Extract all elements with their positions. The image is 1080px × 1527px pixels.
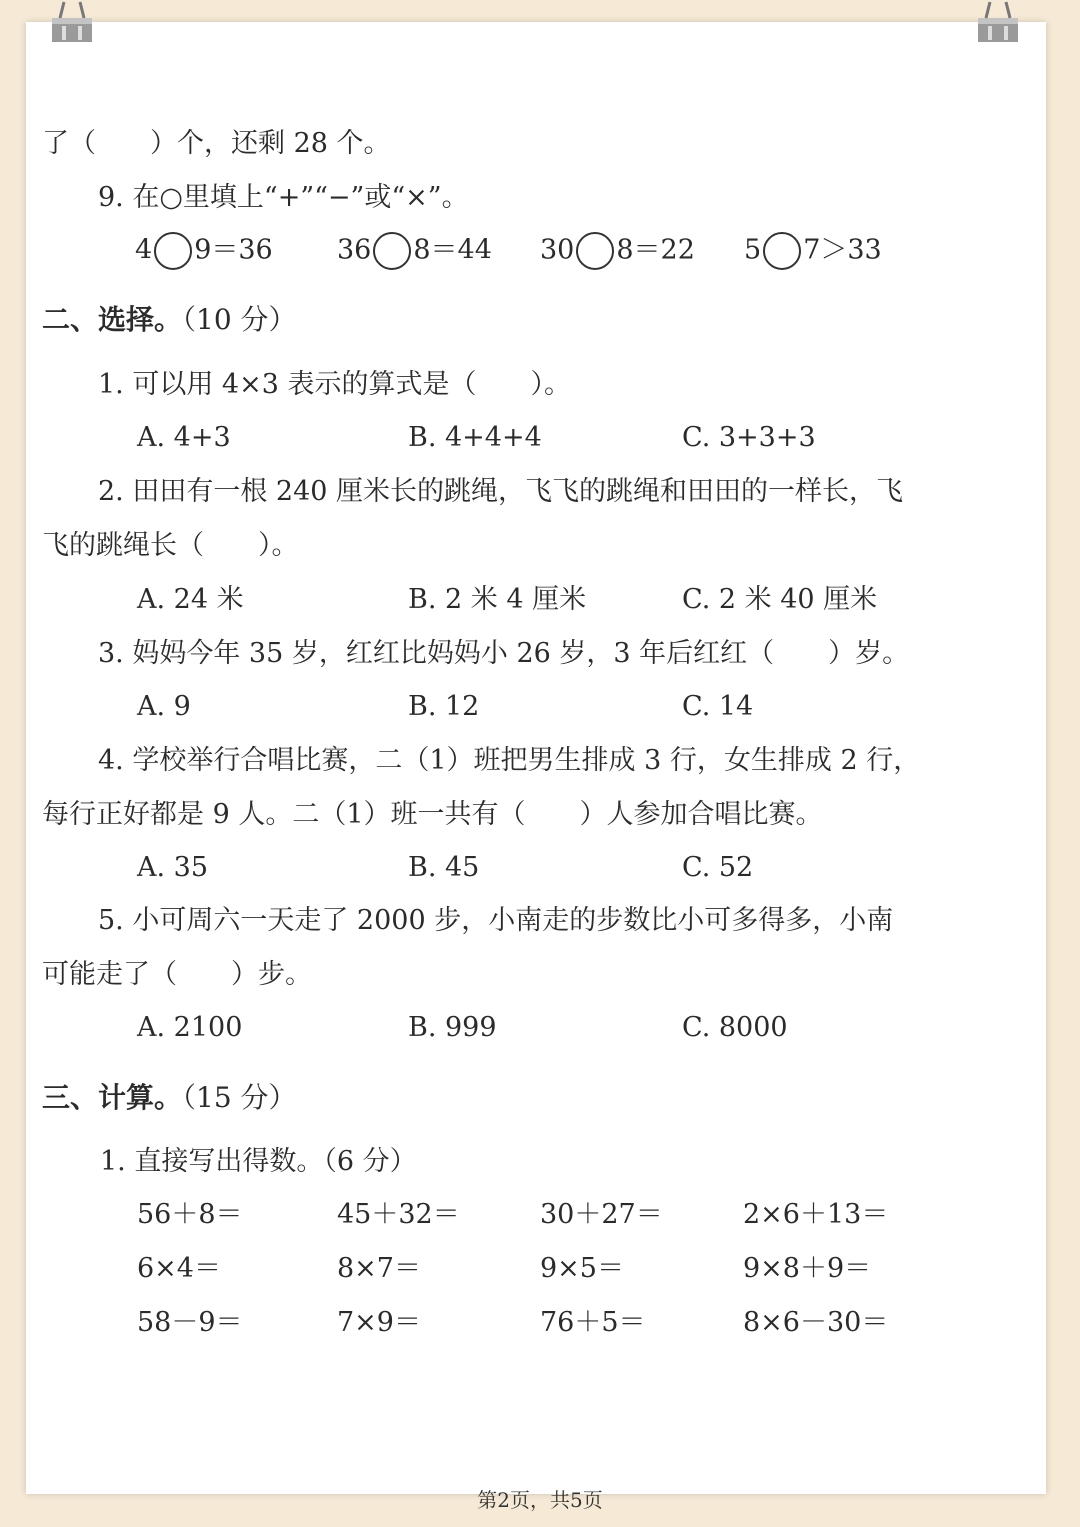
equation-right: 9＝36 xyxy=(194,234,273,266)
equation-left: 36 xyxy=(337,234,372,266)
option-c[interactable]: C. 52 xyxy=(682,852,754,883)
equation-left: 4 xyxy=(135,234,153,266)
calc-item: 58－9＝ xyxy=(137,1307,243,1338)
calc-item: 7×9＝ xyxy=(337,1307,421,1338)
calc-question-1: 1. 直接写出得数。（6 分） xyxy=(100,1146,417,1177)
question-9: 9. 在○里填上“+”“−”或“×”。 xyxy=(98,182,469,213)
option-c[interactable]: C. 3+3+3 xyxy=(682,422,816,453)
calc-item: 6×4＝ xyxy=(137,1253,221,1284)
answer-circle[interactable] xyxy=(373,232,411,270)
equation-left: 5 xyxy=(744,234,762,266)
calc-item: 8×7＝ xyxy=(337,1253,421,1284)
choice-question-5: 5. 小可周六一天走了 2000 步，小南走的步数比小可多得多，小南 xyxy=(98,905,894,936)
option-b[interactable]: B. 45 xyxy=(408,852,480,883)
option-c[interactable]: C. 14 xyxy=(682,691,754,722)
option-a[interactable]: A. 4+3 xyxy=(137,422,231,453)
answer-circle[interactable] xyxy=(763,232,801,270)
option-a[interactable]: A. 9 xyxy=(137,691,191,722)
choice-question-5-cont: 可能走了（ ）步。 xyxy=(42,959,312,990)
choice-question-2: 2. 田田有一根 240 厘米长的跳绳，飞飞的跳绳和田田的一样长，飞 xyxy=(98,476,904,507)
section-score: （15 分） xyxy=(182,1081,297,1114)
section-3-heading xyxy=(42,1080,297,1116)
option-a[interactable]: A. 24 米 xyxy=(137,584,244,615)
choice-question-2-cont: 飞的跳绳长（ ）。 xyxy=(42,530,299,561)
section-2-heading xyxy=(42,302,297,338)
equation xyxy=(744,232,882,270)
option-b[interactable]: B. 4+4+4 xyxy=(408,422,542,453)
choice-question-3: 3. 妈妈今年 35 岁，红红比妈妈小 26 岁，3 年后红红（ ）岁。 xyxy=(98,638,910,669)
calc-item: 45＋32＝ xyxy=(337,1199,460,1230)
equation-right: 7＞33 xyxy=(803,234,882,266)
choice-question-4: 4. 学校举行合唱比赛，二（1）班把男生排成 3 行，女生排成 2 行， xyxy=(98,745,921,776)
continued-text: 了（ ）个，还剩 28 个。 xyxy=(42,128,391,159)
equation xyxy=(135,232,273,270)
binder-clip-icon xyxy=(976,0,1020,44)
calc-item: 76＋5＝ xyxy=(540,1307,646,1338)
option-a[interactable]: A. 35 xyxy=(137,852,209,883)
equation-right: 8＝44 xyxy=(413,234,492,266)
binder-clip-icon xyxy=(50,0,94,44)
calc-item: 8×6－30＝ xyxy=(743,1307,889,1338)
equation xyxy=(337,232,492,270)
equation xyxy=(540,232,695,270)
page-footer: 第2页，共5页 xyxy=(477,1488,603,1512)
equation-right: 8＝22 xyxy=(616,234,695,266)
option-b[interactable]: B. 2 米 4 厘米 xyxy=(408,584,587,615)
section-title: 三、计算。 xyxy=(42,1081,183,1114)
calc-item: 9×5＝ xyxy=(540,1253,624,1284)
calc-item: 9×8＋9＝ xyxy=(743,1253,872,1284)
choice-question-1: 1. 可以用 4×3 表示的算式是（ ）。 xyxy=(98,369,571,400)
equation-left: 30 xyxy=(540,234,575,266)
option-b[interactable]: B. 999 xyxy=(408,1012,497,1043)
section-score: （10 分） xyxy=(182,303,297,336)
choice-question-4-cont: 每行正好都是 9 人。二（1）班一共有（ ）人参加合唱比赛。 xyxy=(42,799,823,830)
option-b[interactable]: B. 12 xyxy=(408,691,480,722)
answer-circle[interactable] xyxy=(154,232,192,270)
section-title: 二、选择。 xyxy=(42,303,183,336)
calc-item: 56＋8＝ xyxy=(137,1199,243,1230)
calc-item: 30＋27＝ xyxy=(540,1199,663,1230)
option-c[interactable]: C. 8000 xyxy=(682,1012,788,1043)
calc-item: 2×6＋13＝ xyxy=(743,1199,889,1230)
option-a[interactable]: A. 2100 xyxy=(137,1012,243,1043)
option-c[interactable]: C. 2 米 40 厘米 xyxy=(682,584,878,615)
answer-circle[interactable] xyxy=(576,232,614,270)
